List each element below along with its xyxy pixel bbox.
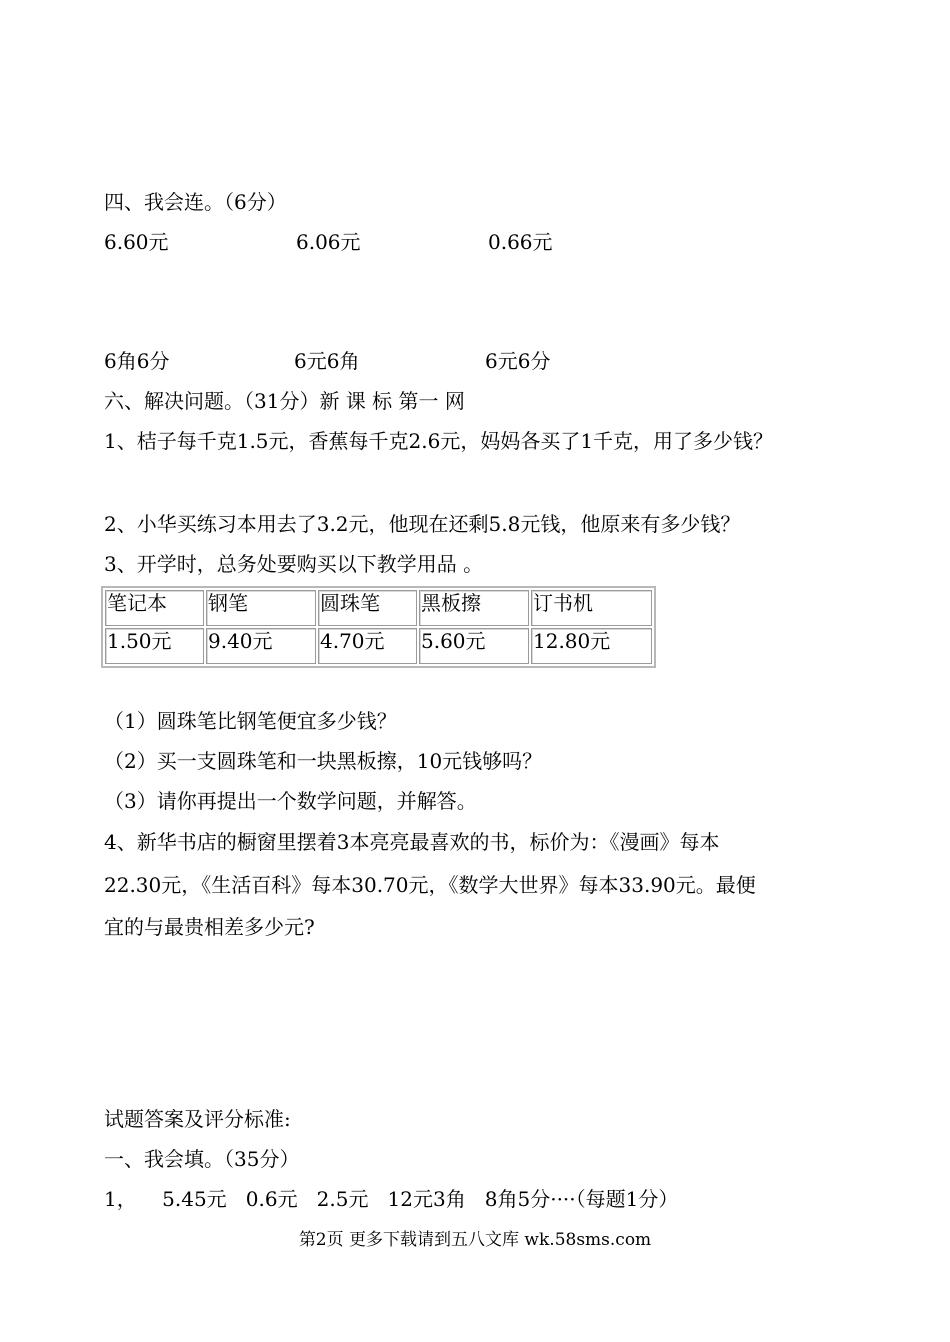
question-4-line-2: 22.30元，《生活百科》每本30.70元，《数学大世界》每本33.90元。最便: [104, 873, 756, 897]
answers-title: 试题答案及评分标准:: [104, 1107, 291, 1131]
section6-title: 六、解决问题。（31分）新 课 标 第一 网: [104, 389, 465, 413]
money-option-2: 6.06元: [296, 230, 361, 254]
table-cell: 1.50元: [105, 628, 204, 664]
question-3: 3、开学时，总务处要购买以下教学用品 。: [104, 552, 484, 576]
answers-section1-title: 一、我会填。（35分）: [104, 1147, 300, 1171]
money-match-1: 6角6分: [104, 349, 170, 373]
money-option-3: 0.66元: [488, 230, 553, 254]
question-2: 2、小华买练习本用去了3.2元，他现在还剩5.8元钱，他原来有多少钱？: [104, 512, 741, 536]
question-1: 1、桔子每千克1.5元，香蕉每千克2.6元，妈妈各买了1千克，用了多少钱？: [104, 429, 774, 453]
table-cell: 4.70元: [318, 628, 417, 664]
table-cell: 9.40元: [206, 628, 316, 664]
question-4-line-3: 宜的与最贵相差多少元?: [104, 915, 315, 939]
table-cell: 5.60元: [419, 628, 529, 664]
question-3-sub-1: （1）圆珠笔比钢笔便宜多少钱？: [104, 709, 397, 733]
money-match-3: 6元6分: [485, 349, 551, 373]
table-cell: 12.80元: [531, 628, 652, 664]
table-header-cell: 圆珠笔: [318, 590, 417, 626]
table-row: [105, 590, 652, 626]
page-footer: 第2页 更多下载请到五八文库 wk.58sms.com: [298, 1230, 652, 1250]
section4-title: 四、我会连。（6分）: [104, 190, 287, 214]
table-header-cell: 钢笔: [206, 590, 316, 626]
question-4-line-1: 4、新华书店的橱窗里摆着3本亮亮最喜欢的书，标价为：《漫画》每本: [104, 830, 720, 854]
price-table: [101, 586, 656, 668]
money-option-1: 6.60元: [104, 230, 169, 254]
question-3-sub-2: （2）买一支圆珠笔和一块黑板擦，10元钱够吗？: [104, 749, 543, 773]
money-match-2: 6元6角: [294, 349, 360, 373]
table-header-cell: 黑板擦: [419, 590, 529, 626]
answers-line-1: 1， 5.45元 0.6元 2.5元 12元3角 8角5分····（每题1分）: [104, 1187, 679, 1211]
table-header-cell: 笔记本: [105, 590, 204, 626]
table-header-cell: 订书机: [531, 590, 652, 626]
table-row: [105, 628, 652, 664]
question-3-sub-3: （3）请你再提出一个数学问题，并解答。: [104, 789, 477, 813]
